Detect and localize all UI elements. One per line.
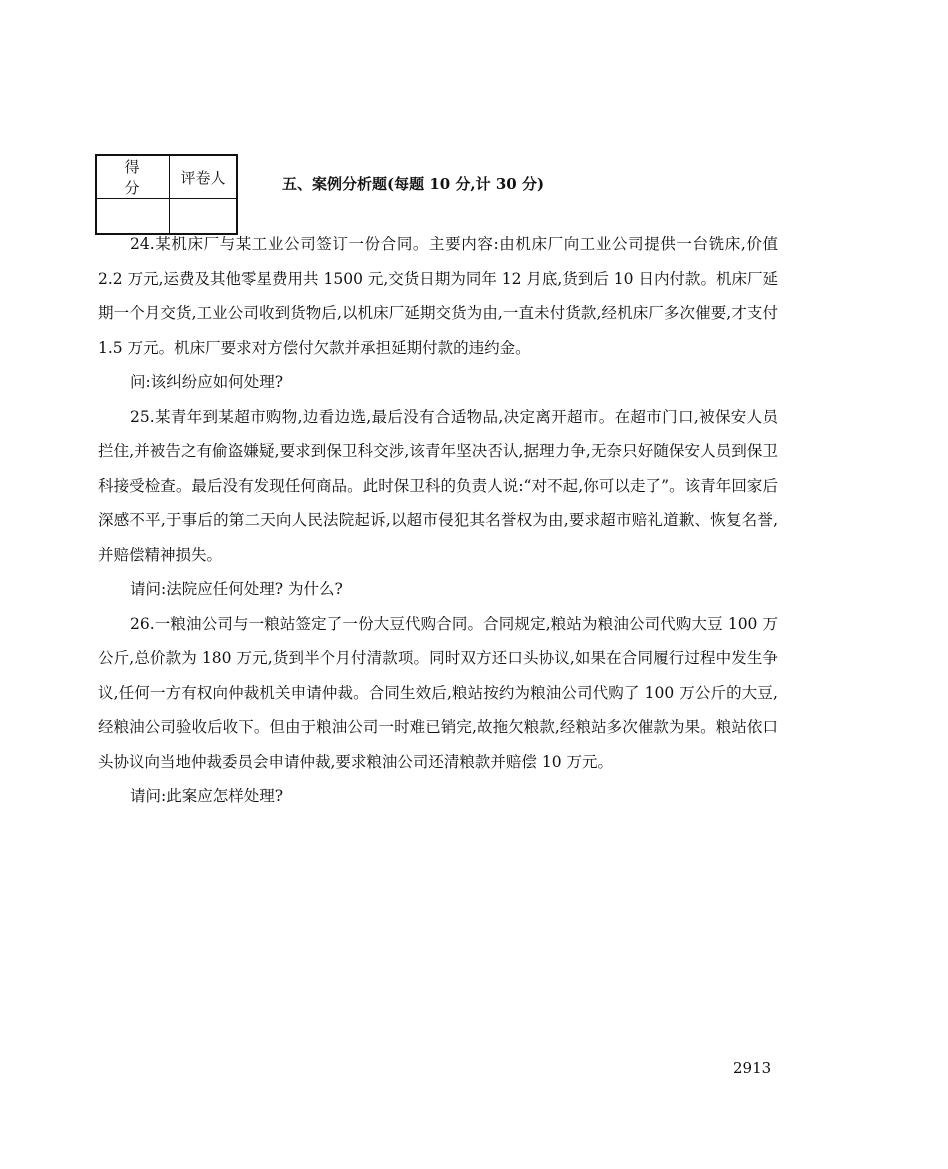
question-24-text: 24.某机床厂与某工业公司签订一份合同。主要内容:由机床厂向工业公司提供一台铣床,价值 2.2 万元,运费及其他零星费用共 1500 元,交货日期为同年 12 月底,货到后 10 日内付款。机床厂延期一个月交货,工业公司收到货物后,以机床厂延期交货为由,一直未付货款,经机床厂多次催要,才支付 1.5 万元。机床厂要求对方偿付欠款并承担延期付款的违约金。 [98, 235, 778, 357]
grader-header: 评卷人 [170, 155, 238, 199]
score-box [95, 154, 238, 235]
question-24-prompt: 问:该纠纷应如何处理? [130, 373, 284, 391]
question-26-text: 26.一粮油公司与一粮站签定了一份大豆代购合同。合同规定,粮站为粮油公司代购大豆 100 万公斤,总价款为 180 万元,货到半个月付清款项。同时双方还口头协议,如果在合同履行过程中发生争议,任何一方有权向仲裁机关申请仲裁。合同生效后,粮站按约为粮油公司代购了 100 万公斤的大豆,经粮油公司验收后收下。但由于粮油公司一时难已销完,故拖欠粮款,经粮站多次催款为果。粮站依口头协议向当地仲裁委员会申请仲裁,要求粮油公司还清粮款并赔偿 10 万元。 [98, 614, 778, 771]
question-25-text: 25.某青年到某超市购物,边看边选,最后没有合适物品,决定离开超市。在超市门口,被保安人员拦住,并被告之有偷盗嫌疑,要求到保卫科交涉,该青年坚决否认,据理力争,无奈只好随保安人员到保卫科接受检查。最后没有发现任何商品。此时保卫科的负责人说:“对不起,你可以走了”。该青年回家后深感不平,于事后的第二天向人民法院起诉,以超市侵犯其名誉权为由,要求超市赔礼道歉、恢复名誉,并赔偿精神损失。 [98, 407, 778, 564]
question-list [98, 227, 778, 814]
question-26-prompt: 请问:此案应怎样处理? [130, 787, 284, 805]
score-header: 得 分 [96, 155, 170, 199]
page-number: 2913 [733, 1059, 772, 1077]
section-title: 五、案例分析题(每题 10 分,计 30 分) [282, 175, 545, 193]
question-25-prompt: 请问:法院应任何处理? 为什么? [130, 580, 343, 598]
